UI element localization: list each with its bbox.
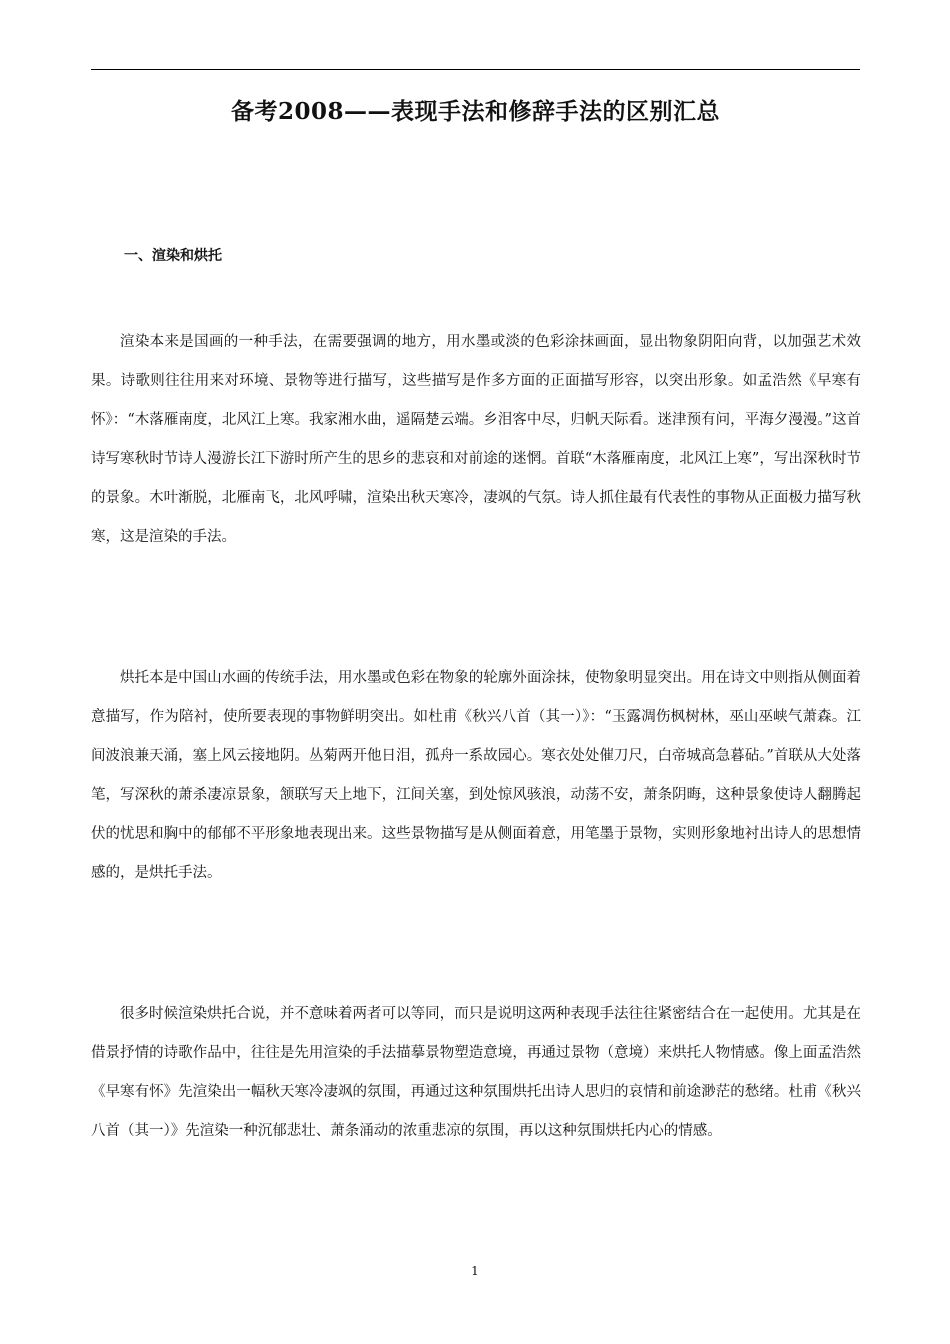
paragraph-rendering: 渲染本来是国画的一种手法，在需要强调的地方，用水墨或淡的色彩涂抹画面，显出物象阴阳向背，以加强艺术效果。诗歌则往往用来对环境、景物等进行描写，这些描写是作多方面的正面描写形容，以突出形象。如孟浩然《早寒有怀》：“木落雁南度，北风江上寒。我家湘水曲，遥隔楚云端。乡泪客中尽，归帆天际看。迷津预有问，平海夕漫漫。”这首诗写寒秋时节诗人漫游长江下游时所产生的思乡的悲哀和对前途的迷惘。首联“木落雁南度，北风江上寒”，写出深秋时节的景象。木叶渐脱，北雁南飞，北风呼啸，渲染出秋天寒冷，凄飒的气氛。诗人抓住最有代表性的事物从正面极力描写秋寒，这是渲染的手法。 <box>91 334 861 545</box>
page-number: 1 <box>471 1264 479 1278</box>
document-title: 备考2008——表现手法和修辞手法的区别汇总 <box>230 98 720 125</box>
paragraph-combined: 很多时候渲染烘托合说，并不意味着两者可以等同，而只是说明这两种表现手法往往紧密结合在一起使用。尤其是在借景抒情的诗歌作品中，往往是先用渲染的手法描摹景物塑造意境，再通过景物（意境）来烘托人物情感。像上面孟浩然《早寒有怀》先渲染出一幅秋天寒冷凄飒的氛围，再通过这种氛围烘托出诗人思归的哀情和前途渺茫的愁绪。杜甫《秋兴八首（其一）》先渲染一种沉郁悲壮、萧条涌动的浓重悲凉的氛围，再以这种氛围烘托内心的情感。 <box>91 1006 861 1139</box>
paragraph-foil: 烘托本是中国山水画的传统手法，用水墨或色彩在物象的轮廓外面涂抹，使物象明显突出。用在诗文中则指从侧面着意描写，作为陪衬，使所要表现的事物鲜明突出。如杜甫《秋兴八首（其一）》：“玉露凋伤枫树林，巫山巫峡气萧森。江间波浪兼天涌，塞上风云接地阴。丛菊两开他日泪，孤舟一系故园心。寒衣处处催刀尺，白帝城高急暮砧。”首联从大处落笔，写深秋的萧杀凄凉景象，颔联写天上地下，江间关塞，到处惊风骇浪，动荡不安，萧条阴晦，这种景象使诗人翻腾起伏的忧思和胸中的郁郁不平形象地表现出来。这些景物描写是从侧面着意，用笔墨于景物，实则形象地衬出诗人的思想情感的，是烘托手法。 <box>91 670 861 881</box>
section-heading: 一、渲染和烘托 <box>124 248 222 264</box>
header-rule <box>91 69 860 70</box>
